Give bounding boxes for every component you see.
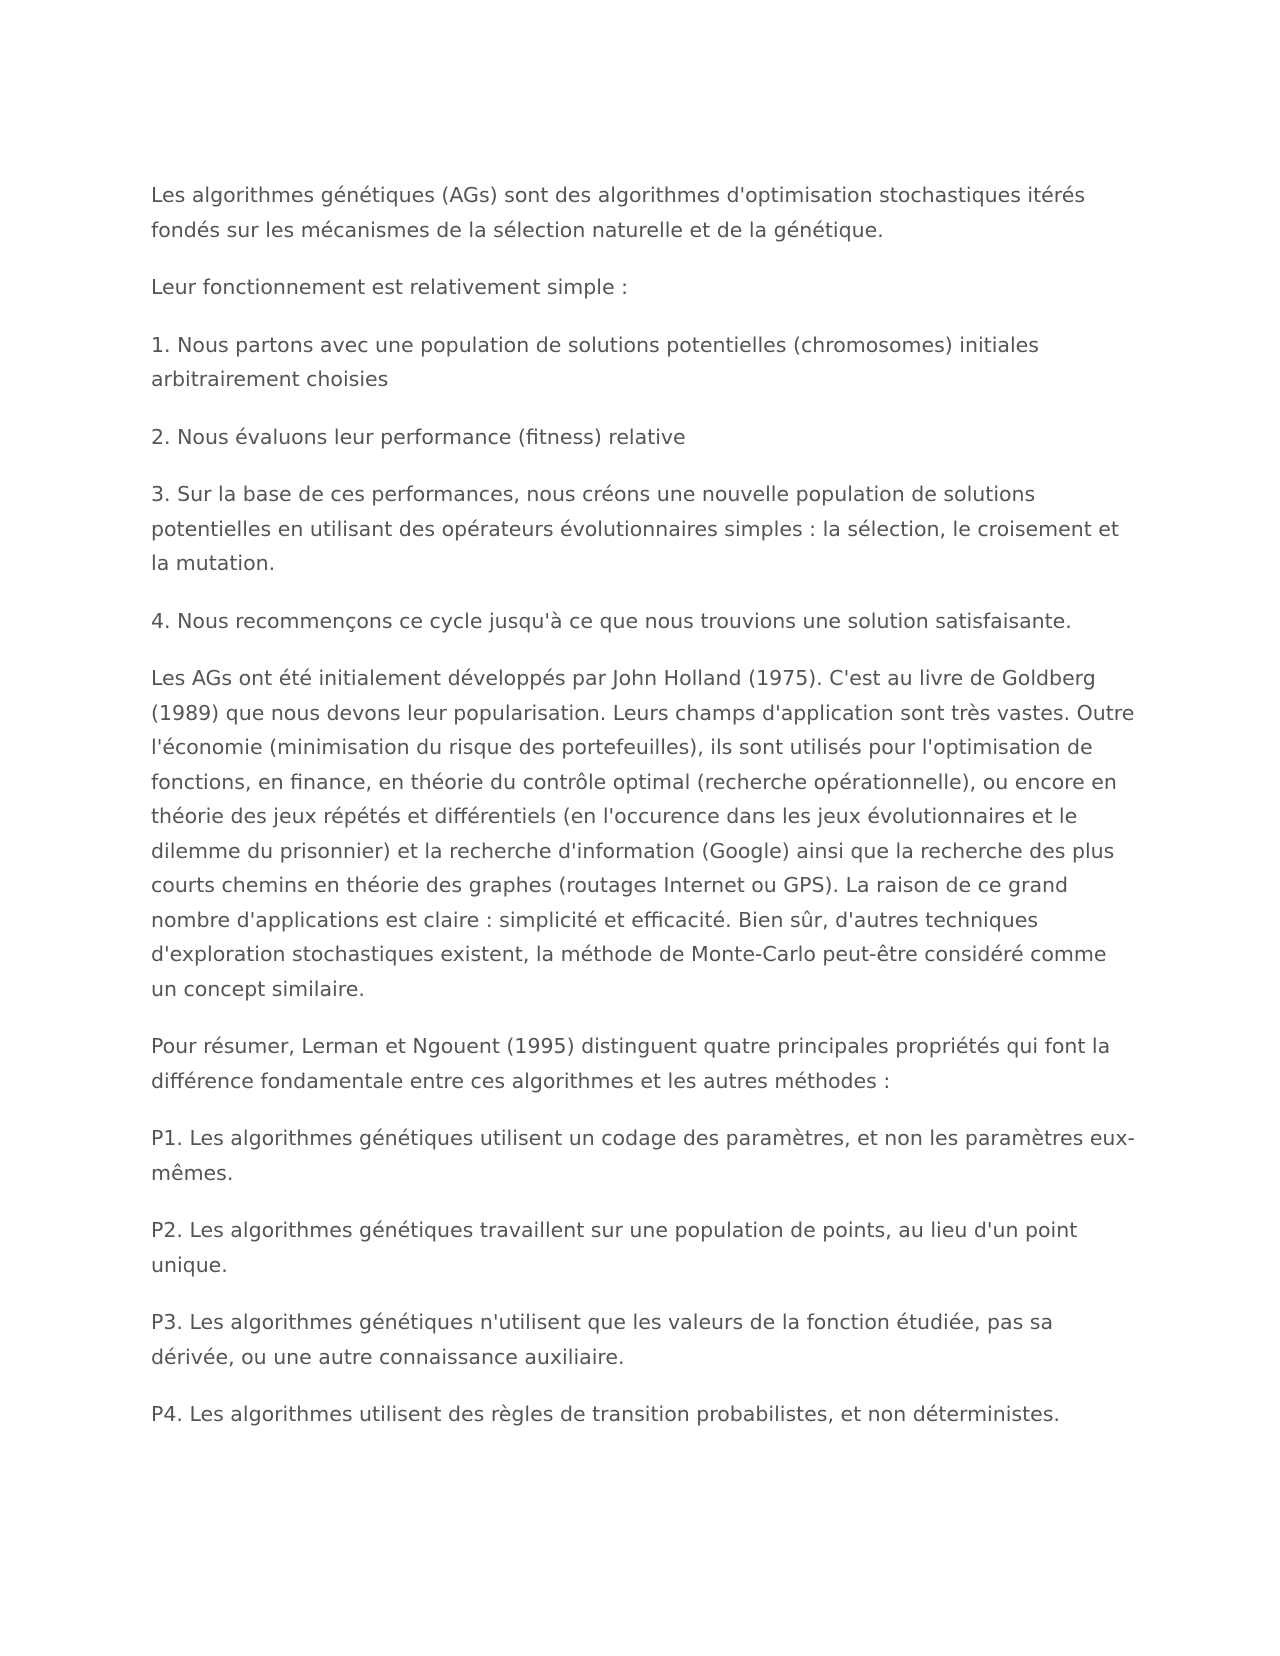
properties-intro-paragraph: Pour résumer, Lerman et Ngouent (1995) distinguent quatre principales propriétés qui font la différence fondamentale entre ces algorithmes et les autres méthodes : bbox=[151, 1034, 1111, 1093]
intro-paragraph: Les algorithmes génétiques (AGs) sont des algorithmes d'optimisation stochastiques itérés fondés sur les mécanismes de la sélection naturelle et de la génétique. bbox=[151, 183, 1086, 242]
property-p3-paragraph: P3. Les algorithmes génétiques n'utilisent que les valeurs de la fonction étudiée, pas sa dérivée, ou une autre connaissance auxiliaire. bbox=[151, 1310, 1054, 1369]
step-2-paragraph: 2. Nous évaluons leur performance (fitness) relative bbox=[151, 424, 686, 449]
step-3-paragraph: 3. Sur la base de ces performances, nous créons une nouvelle population de solutions potentielles en utilisant des opérateurs évolutionnaires simples : la sélection, le croisement et la mutation. bbox=[151, 482, 1119, 575]
property-p4-paragraph: P4. Les algorithmes utilisent des règles de transition probabilistes, et non déterministes. bbox=[151, 1402, 1060, 1426]
process-intro-paragraph: Leur fonctionnement est relativement simple : bbox=[151, 275, 629, 299]
step-1-paragraph: 1. Nous partons avec une population de solutions potentielles (chromosomes) initiales arbitrairement choisies bbox=[151, 332, 1039, 391]
property-p1-paragraph: P1. Les algorithmes génétiques utilisent un codage des paramètres, et non les paramètres eux-mêmes. bbox=[151, 1126, 1135, 1185]
step-4-paragraph: 4. Nous recommençons ce cycle jusqu'à ce que nous trouvions une solution satisfaisante. bbox=[151, 608, 1072, 633]
document-body bbox=[151, 178, 1136, 1455]
property-p2-paragraph: P2. Les algorithmes génétiques travaillent sur une population de points, au lieu d'un point unique. bbox=[151, 1218, 1078, 1277]
history-paragraph: Les AGs ont été initialement développés par John Holland (1975). C'est au livre de Goldberg (1989) que nous devons leur popularisation. Leurs champs d'application sont très vastes. Outre l'économie (minimisation du risque des portefeuilles), ils sont utilisés pour l'optimisation de fonctions, en finance, en théorie du contrôle optimal (recherche opérationnelle), ou encore en théorie des jeux répétés et différentiels (en l'occurence dans les jeux évolutionnaires et le dilemme du prisonnier) et la recherche d'information (Google) ainsi que la recherche des plus courts chemins en théorie des graphes (routages Internet ou GPS). La raison de ce grand nombre d'applications est claire : simplicité et efficacité. Bien sûr, d'autres techniques d'exploration stochastiques existent, la méthode de Monte-Carlo peut-être considéré comme un concept similaire. bbox=[151, 666, 1135, 1001]
